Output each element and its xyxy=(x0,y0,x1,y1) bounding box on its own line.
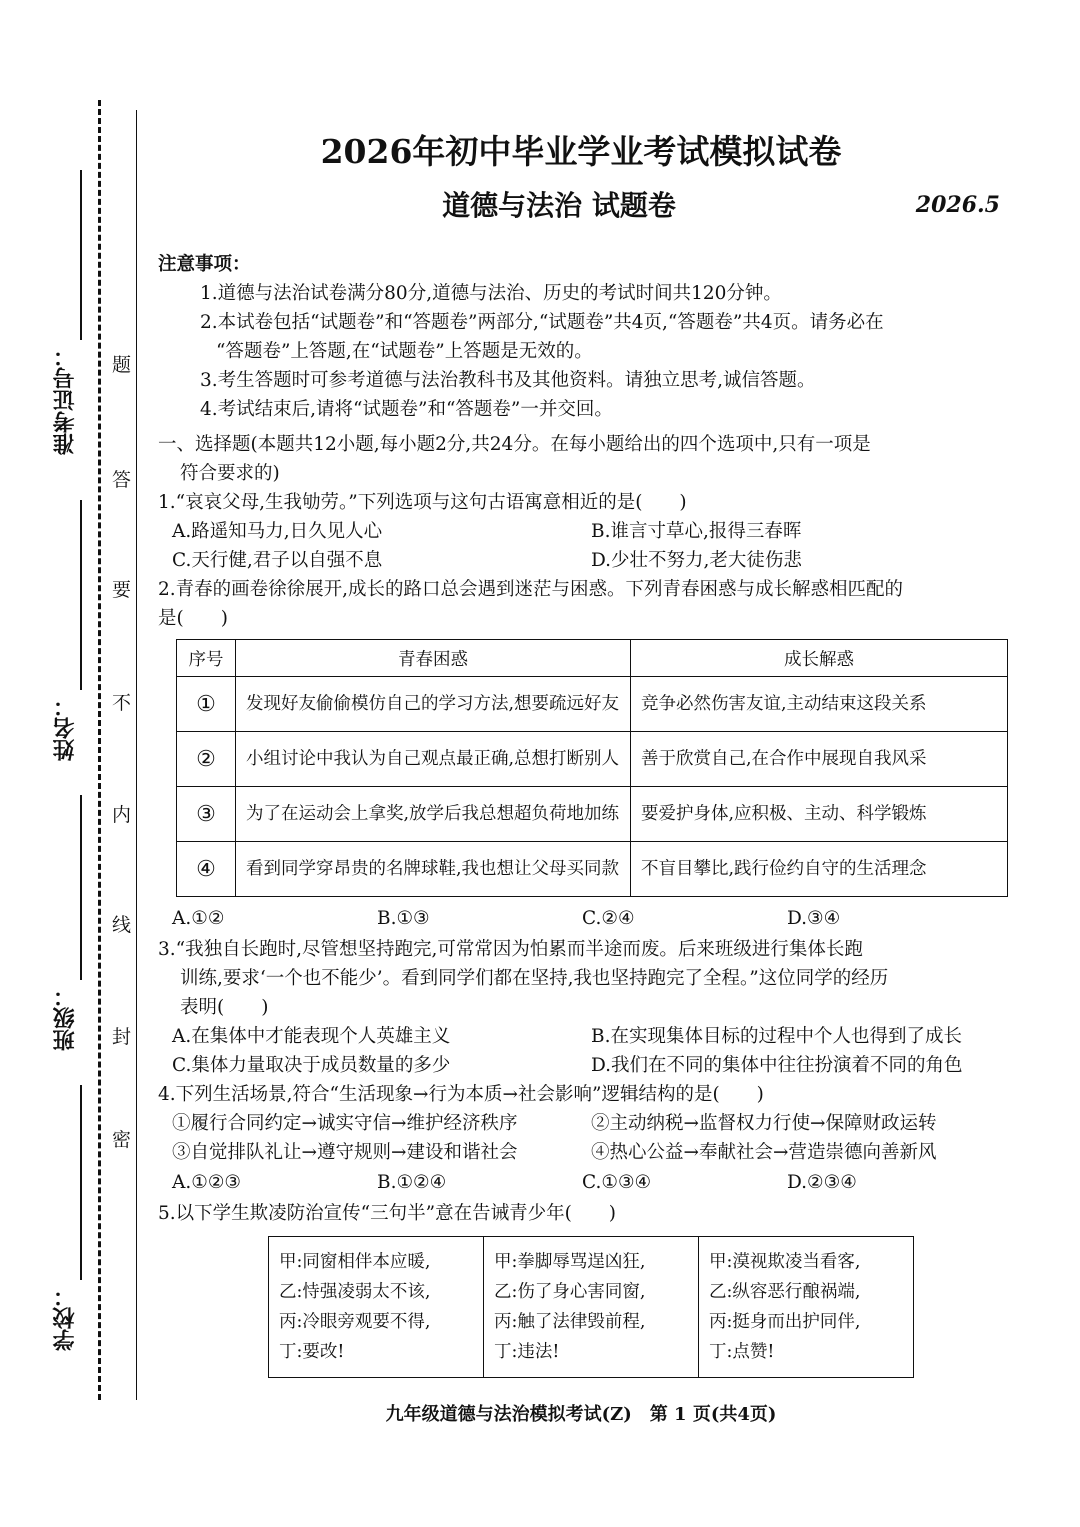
page-footer: 九年级道德与法治模拟考试(Z) 第 1 页(共4页) xyxy=(385,1404,777,1425)
options-row xyxy=(158,1051,1010,1080)
note-item: 3.考生答题时可参考道德与法治教科书及其他资料。请独立思考,诚信答题。 xyxy=(200,370,816,391)
page-title: 2026年初中毕业学业考试模拟试卷 xyxy=(320,132,842,171)
name-line xyxy=(80,500,82,690)
option-a: A.①②③ xyxy=(172,1172,241,1193)
table-header: 成长解惑 xyxy=(631,640,1008,677)
row-number: ② xyxy=(177,732,236,787)
seal-dashed-line xyxy=(98,100,101,1400)
statement: ③自觉排队礼让→遵守规则→建设和谐社会 xyxy=(172,1142,518,1163)
notes xyxy=(158,250,1010,424)
class-line xyxy=(80,795,82,980)
answer-cell: 善于欣赏自己,在合作中展现自我风采 xyxy=(631,732,1008,787)
table-row xyxy=(177,842,1008,897)
row-number: ③ xyxy=(177,787,236,842)
question-1 xyxy=(158,488,1010,575)
row-number: ① xyxy=(177,677,236,732)
school-line xyxy=(80,1085,82,1280)
option-c: C.①③④ xyxy=(582,1172,652,1193)
option-d: D.③④ xyxy=(787,908,841,929)
table-row xyxy=(269,1237,914,1378)
question-2 xyxy=(158,575,1010,935)
section-heading-cont: 符合要求的) xyxy=(180,463,280,484)
exam-id-label: 准考证号： xyxy=(53,345,78,455)
option-a: A.路遥知马力,日久见人心 xyxy=(172,521,383,542)
answer-cell: 不盲目攀比,践行俭约自守的生活理念 xyxy=(631,842,1008,897)
question-3 xyxy=(158,935,1010,1080)
question-stem: 2.青春的画卷徐徐展开,成长的路口总会遇到迷茫与困惑。下列青春困惑与成长解惑相匹配的 xyxy=(158,579,904,600)
notes-heading: 注意事项： xyxy=(158,254,251,275)
option-b: B.①③ xyxy=(377,908,430,929)
puzzle-cell: 发现好友偷偷模仿自己的学习方法,想要疏远好友 xyxy=(236,677,631,732)
option-a: A.①② xyxy=(172,908,225,929)
note-item: “答题卷”上答题,在“试题卷”上答题是无效的。 xyxy=(216,341,593,362)
statements-row xyxy=(158,1109,1010,1138)
poem-box: 甲:同窗相伴本应暖, 乙:恃强凌弱太不该, 丙:冷眼旁观要不得, 丁:要改! xyxy=(269,1237,484,1378)
option-b: B.①②④ xyxy=(377,1172,447,1193)
table-row xyxy=(177,677,1008,732)
exam-content xyxy=(158,250,1010,1378)
seal-char: 答 xyxy=(112,469,132,491)
options-row xyxy=(158,903,1010,935)
statement: ①履行合同约定→诚实守信→维护经济秩序 xyxy=(172,1113,518,1134)
puzzle-table xyxy=(176,639,1008,897)
note-item: 2.本试卷包括“试题卷”和“答题卷”两部分,“试题卷”共4页,“答题卷”共4页。请务必在 xyxy=(200,312,884,333)
seal-char: 封 xyxy=(112,1026,132,1048)
exam-date: 2026.5 xyxy=(915,192,1000,218)
options-row xyxy=(158,546,1010,575)
option-a: A.在集体中才能表现个人英雄主义 xyxy=(172,1026,451,1047)
option-c: C.集体力量取决于成员数量的多少 xyxy=(172,1055,451,1076)
question-stem: 4.下列生活场景,符合“生活现象→行为本质→社会影响”逻辑结构的是( ) xyxy=(158,1084,764,1105)
seal-char: 题 xyxy=(112,354,132,376)
question-stem-cont: 表明( ) xyxy=(180,997,269,1018)
option-c: C.②④ xyxy=(582,908,635,929)
school-label: 学校： xyxy=(53,1285,78,1351)
option-d: D.我们在不同的集体中往往扮演着不同的角色 xyxy=(591,1055,963,1076)
option-d: D.少壮不努力,老大徒伤悲 xyxy=(591,550,802,571)
seal-char: 内 xyxy=(112,804,132,826)
puzzle-cell: 为了在运动会上拿奖,放学后我总想超负荷地加练 xyxy=(236,787,631,842)
answer-cell: 要爱护身体,应积极、主动、科学锻炼 xyxy=(631,787,1008,842)
puzzle-cell: 小组讨论中我认为自己观点最正确,总想打断别人 xyxy=(236,732,631,787)
question-4 xyxy=(158,1080,1010,1199)
seal-char: 线 xyxy=(112,914,132,936)
question-stem-cont: 训练,要求‘一个也不能少’。看到同学们都在坚持,我也坚持跑完了全程。”这位同学的经历 xyxy=(180,968,889,989)
option-b: B.在实现集体目标的过程中个人也得到了成长 xyxy=(591,1026,962,1047)
name-label: 姓名： xyxy=(53,695,78,761)
question-5 xyxy=(158,1199,1010,1378)
option-d: D.②③④ xyxy=(787,1172,857,1193)
statement: ④热心公益→奉献社会→营造崇德向善新风 xyxy=(591,1142,937,1163)
table-header: 序号 xyxy=(177,640,236,677)
question-stem: 5.以下学生欺凌防治宣传“三句半”意在告诫青少年( ) xyxy=(158,1203,617,1224)
statement: ②主动纳税→监督权力行使→保障财政运转 xyxy=(591,1113,937,1134)
table-header: 青春困惑 xyxy=(236,640,631,677)
table-row xyxy=(177,787,1008,842)
question-stem-cont: 是( ) xyxy=(158,608,228,629)
three-and-half-table xyxy=(268,1236,914,1378)
margin-line xyxy=(136,110,137,1400)
option-b: B.谁言寸草心,报得三春晖 xyxy=(591,521,802,542)
options-row xyxy=(158,1022,1010,1051)
options-row xyxy=(158,517,1010,546)
class-label: 班级： xyxy=(53,985,78,1051)
page-subtitle: 道德与法治 试题卷 xyxy=(442,189,676,222)
seal-char: 要 xyxy=(112,579,132,601)
seal-char: 密 xyxy=(112,1129,132,1151)
answer-cell: 竞争必然伤害友谊,主动结束这段关系 xyxy=(631,677,1008,732)
note-item: 4.考试结束后,请将“试题卷”和“答题卷”一并交回。 xyxy=(200,399,613,420)
poem-box: 甲:漠视欺凌当看客, 乙:纵容恶行酿祸端, 丙:挺身而出护同伴, 丁:点赞! xyxy=(699,1237,914,1378)
table-header-row xyxy=(177,640,1008,677)
section-heading: 一、选择题(本题共12小题,每小题2分,共24分。在每小题给出的四个选项中,只有一项是 xyxy=(158,434,871,455)
statements-row xyxy=(158,1138,1010,1167)
question-stem: 1.“哀哀父母,生我劬劳。”下列选项与这句古语寓意相近的是( ) xyxy=(158,492,687,513)
row-number: ④ xyxy=(177,842,236,897)
poem-box: 甲:拳脚辱骂逞凶狂, 乙:伤了身心害同窗, 丙:触了法律毁前程, 丁:违法! xyxy=(484,1237,699,1378)
puzzle-cell: 看到同学穿昂贵的名牌球鞋,我也想让父母买同款 xyxy=(236,842,631,897)
note-item: 1.道德与法治试卷满分80分,道德与法治、历史的考试时间共120分钟。 xyxy=(200,283,782,304)
options-row xyxy=(158,1167,1010,1199)
question-stem: 3.“我独自长跑时,尽管想坚持跑完,可常常因为怕累而半途而废。后来班级进行集体长跑 xyxy=(158,939,863,960)
table-row xyxy=(177,732,1008,787)
option-c: C.天行健,君子以自强不息 xyxy=(172,550,383,571)
seal-char: 不 xyxy=(112,692,132,714)
